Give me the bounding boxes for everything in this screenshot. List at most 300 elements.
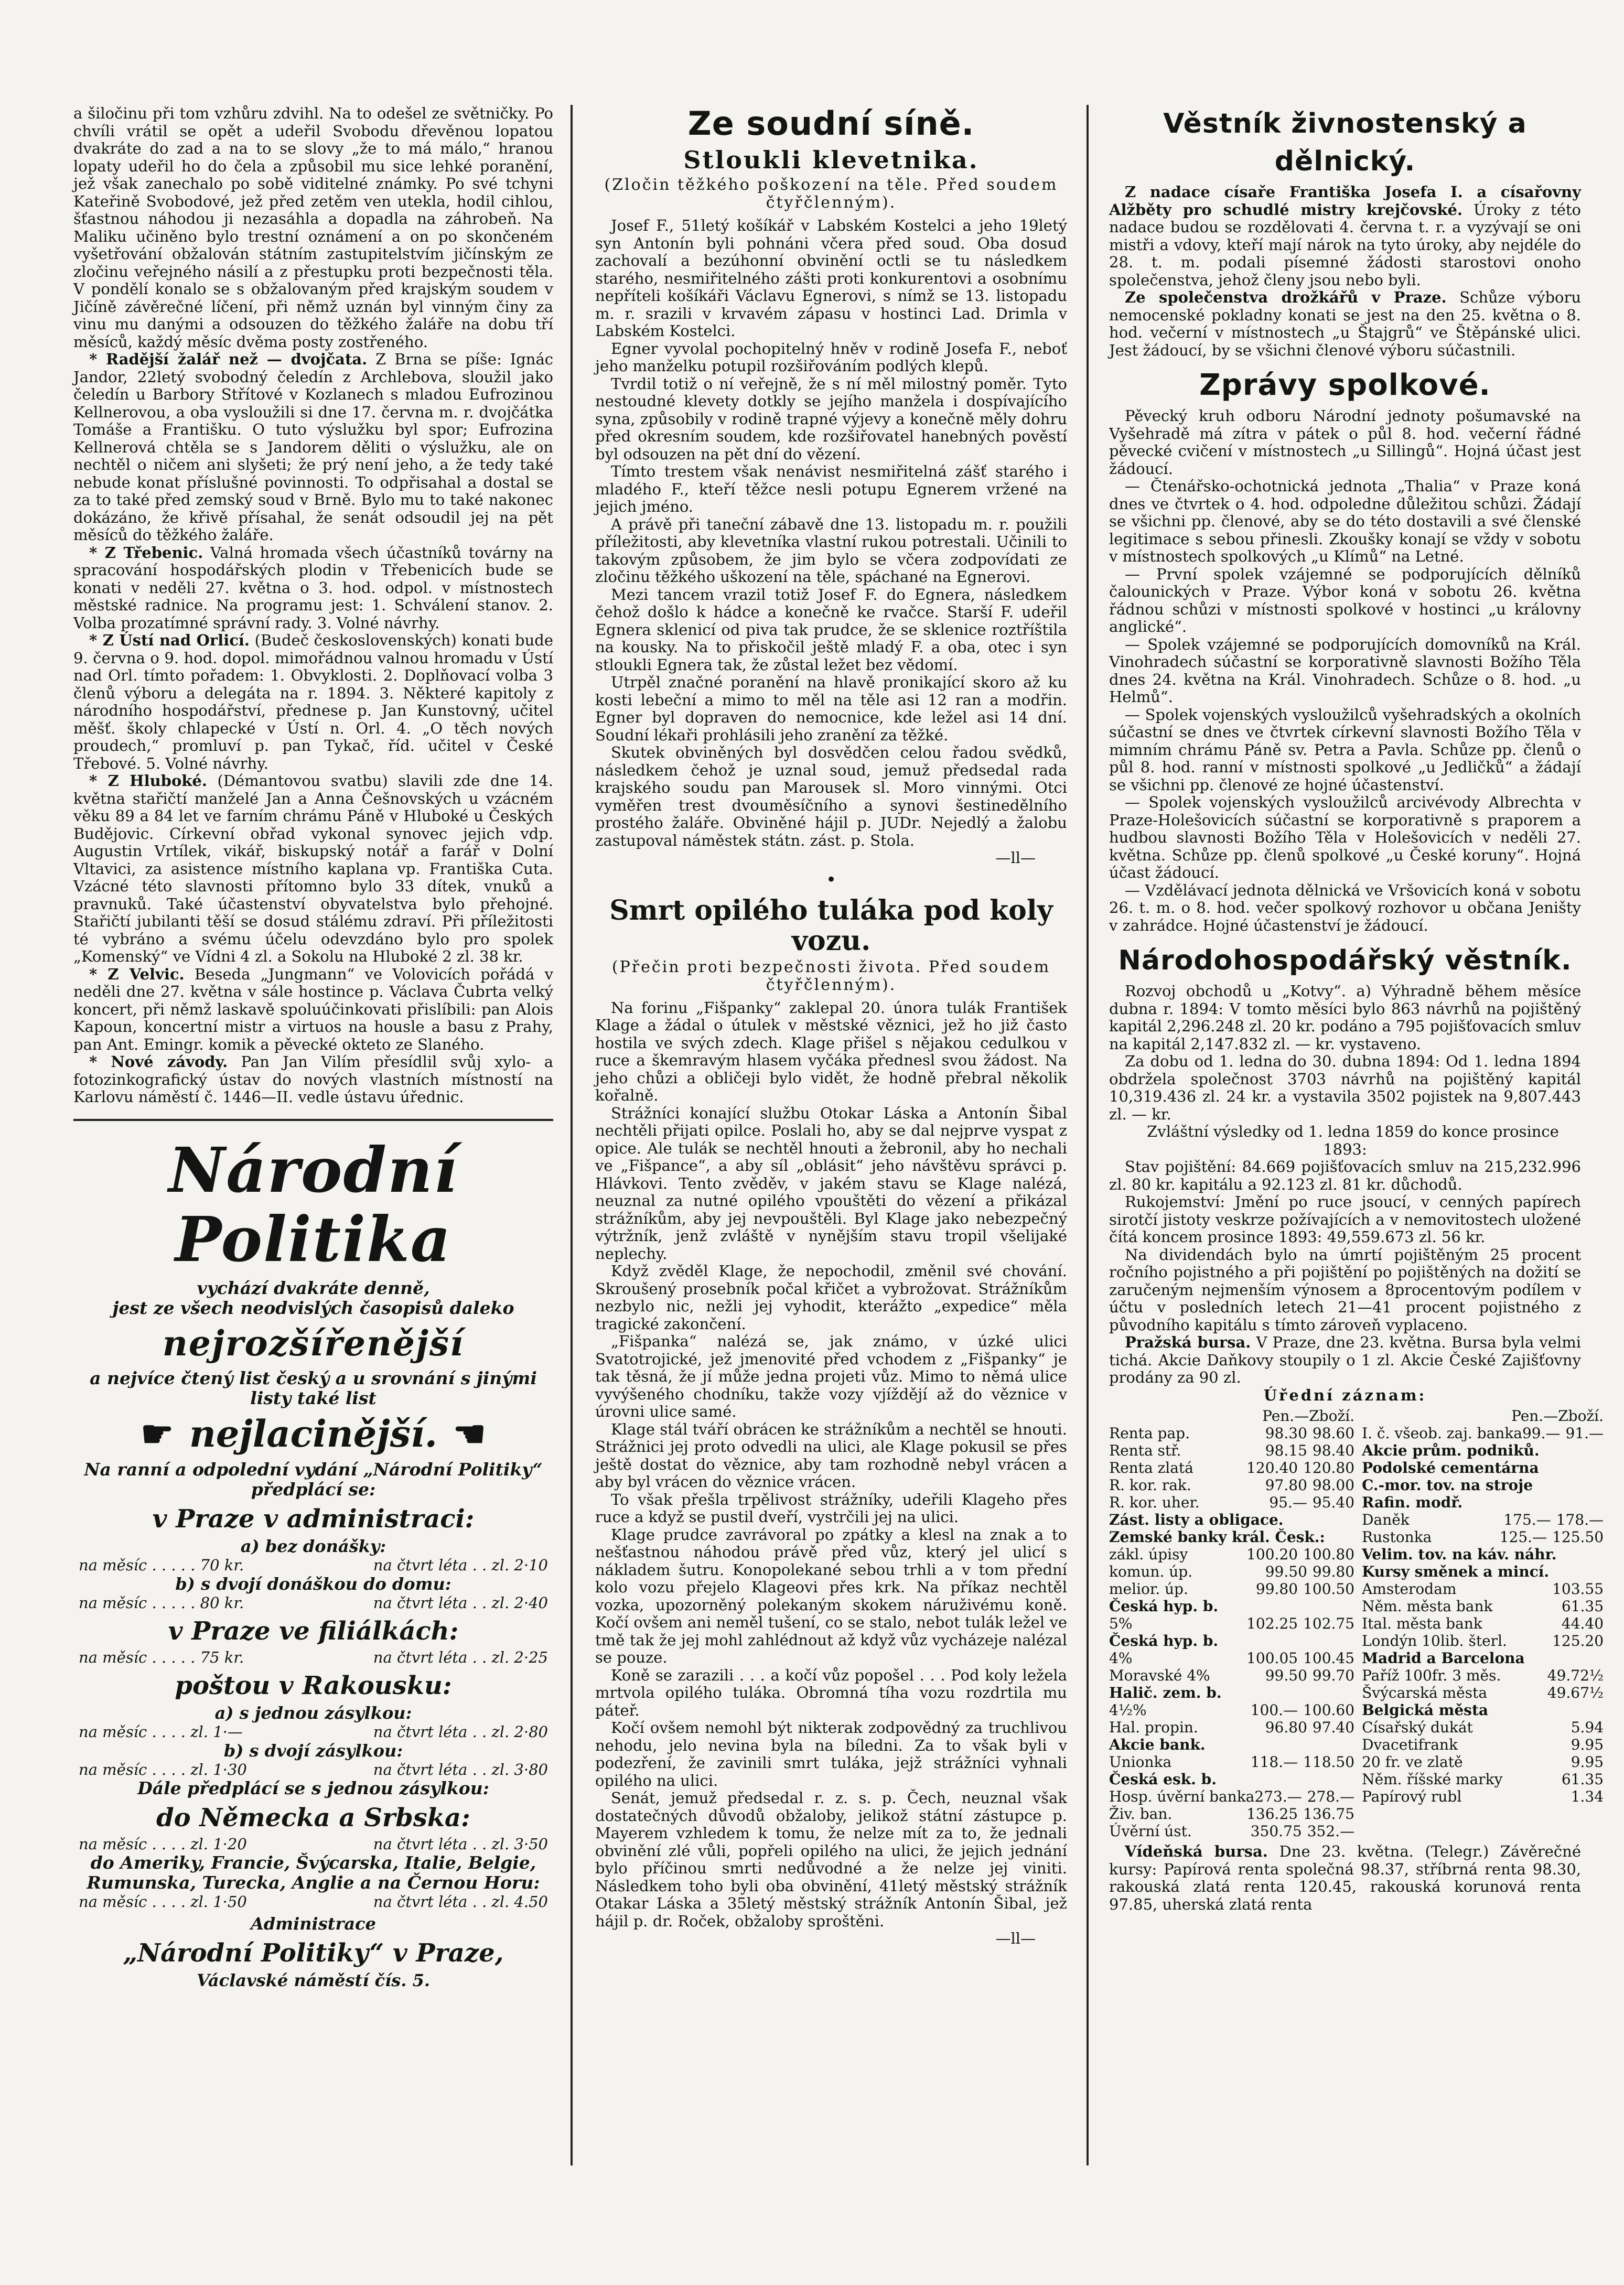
article-text: Tvrdil totiž o ní veřejně, že s ní měl milostný poměr. Tyto nestoudné klevety dotkly se jejího manžela i dospívajícího syna, způsobily v rodině trapné výjevy a konečně měly dohru před okresním soudem, kde rozšiřovatel hanebných pověstí byl odsouzen na pět dní do vězení. <box>595 374 1067 463</box>
article-text: — Spolek vojenských vysloužilců arcivévody Albrechta v Praze-Holešovicích súčastní se korporativně s praporem a hudbou slavnosti Božího Těla v Holešovicích v neděli 27. května. Schůze pp. členů spolkové „u České koruny“. Hojná účast žádoucí. <box>1109 793 1581 881</box>
article-text: Tímto trestem však nenávist nesmiřitelná zášť starého i mladého F., kteří těžce nesli potupu Egnerem vržené na jejich jméno. <box>595 462 1067 515</box>
price-month: na měsíc . . . . zl. 1·— <box>79 1722 243 1741</box>
price-quarter: na čtvrt léta . . zl. 3·80 <box>373 1760 548 1779</box>
article-text: Senát, jemuž předsedal r. z. s. p. Čech, neuznal však dostatečných důvodů obžaloby, jelikož státní zástupce p. Mayerem vzhledem k tomu, že nelze mít za to, že jednali obvinění zlé vůli, popřeli opilého na ulici, že jejich jednání bylo příčinou smrti nedůvodné a že nelze jej viniti. Následkem toho byli oba obvinění, 41letý městský strážník Otakar Láska a 35letý městský strážník Antonín Šibal, jež hájil p. dr. Roček, obžaloby sproštěni. <box>595 1789 1067 1930</box>
article-text: Skutek obviněných byl dosvědčen celou řadou svědků, následkem čehož je uznal soud, jemuž předsedal rada krajského soudu pan Marousek sl. Moro vinnými. Otci vyměřen trest dvouměsíčního a synovi šestinedělního prostého žaláře. Obviněné hájil p. JUDr. Nejedlý a žalobu zastupoval náměstek státn. zást. p. Stola. <box>595 743 1067 849</box>
price-quarter: na čtvrt léta . . zl. 2·10 <box>373 1556 548 1574</box>
article-text: Valná hromada všech účastníků továrny na spracování hospodářských plodin v Třebenicích bude se konati v neděli 27. května o 3. hod. odpol. v místnostech městské radnice. Na programu jest: 1. Schválení stanov. 2. Volba prozatímné správní rady. 3. Volné návrhy. <box>73 543 554 632</box>
row-label: Něm. města bank <box>1362 1598 1493 1615</box>
section-title: Národohospodářský věstník. <box>1118 945 1572 976</box>
price-money: 350.75 <box>1250 1823 1302 1840</box>
price-money: 102.25 <box>1246 1615 1298 1632</box>
price-money: 273.— <box>1254 1788 1302 1805</box>
ad-line: Dále předplácí se s jednou zásylkou: <box>137 1777 489 1798</box>
row-label: komun. úp. <box>1109 1563 1193 1580</box>
table-row <box>1109 1615 1354 1632</box>
row-values <box>1566 1736 1604 1753</box>
row-label: Rustonka <box>1362 1528 1432 1546</box>
row-label: Zemské banky král. Česk.: <box>1109 1528 1325 1546</box>
article-text: Z Brna se píše: Ignác Jandor, 22letý svobodný čeledín z Archlebova, sloužil jako čeledín u Barbory Střítové v Kozlanech s mladou Eufrozinou Kellnerovou, a oba vysloužili si dne 17. června m. r. dvojčátka Tomáše a Františku. O tuto výslužku byl spor; Eufrozina Kellnerová chtěla se s Jandorem děliti o výslužku, ale on nechtěl o ničem ani slyšeti; že prý není jeho, a že tedy také nebude konat příslušné povinnosti. To odpřisahal a dostal se za to také před zemský soud v Brně. Bylo mu to také nakonec dokázáno, že křivě přísahal, že senát odsoudil jej na pět měsíců do těžkého žaláře. <box>73 350 553 544</box>
article-text: Klage prudce zavrávoral po zpátky a klesl na znak a to nešťastnou náhodou právě před vůz, který jel ulicí s nákladem šutru. Konopolekané sebou trhli a v tom přední kolo vozu přejelo Klageovi přes krk. Na příkaz nechtěl vozka, upozorněný polekaným skokem náruživému koně. Kočí ovšem ani neměl tušení, co se stalo, nebot tulák ležel ve tmě tak že jej mohl zahlédnout až když vůz vycházeje nalézal se pouze. <box>595 1525 1067 1666</box>
table-header <box>1109 1407 1354 1425</box>
ad-line: vychází dvakráte denně, <box>197 1277 430 1298</box>
newspaper-page <box>63 104 1604 2165</box>
row-values <box>1246 1546 1354 1563</box>
row-label: Hosp. úvěrní banka <box>1109 1788 1255 1805</box>
price-money: 97.80 <box>1265 1476 1307 1494</box>
row-label: Česká hyp. b. <box>1109 1632 1219 1650</box>
price-goods: 100.60 <box>1303 1701 1355 1719</box>
price-month: na měsíc . . . . . 75 kr. <box>79 1648 244 1666</box>
article-title: Smrt opilého tuláka pod koly vozu. <box>609 894 1053 957</box>
price-goods: 100.50 <box>1303 1580 1355 1598</box>
price-goods: 102.75 <box>1303 1615 1355 1632</box>
pointing-hand-left-icon: ☚ <box>453 1411 486 1456</box>
row-label: C.-mor. tov. na stroje <box>1362 1476 1533 1494</box>
price-goods: 178.— <box>1556 1511 1604 1528</box>
ad-section-heading: v Praze ve filiálkách: <box>168 1616 459 1646</box>
price-money: 99.50 <box>1265 1667 1307 1684</box>
ad-line: jest ze všech neodvislých časopisů daleko <box>112 1297 514 1318</box>
row-values <box>1542 1684 1604 1701</box>
ad-price-row <box>73 1893 553 1911</box>
pointing-hand-right-icon: ☛ <box>141 1411 174 1456</box>
price-month: na měsíc . . . . zl. 1·20 <box>79 1835 247 1853</box>
article-text: Rozvoj obchodů u „Kotvy“. a) Výhradně během měsíce dubna r. 1894: V tomto měsíci bylo 863 návrhů na pojištěný kapitál 2,296.248 zl. 20 kr. podáno a 795 pojišťovacích smluv na kapitál 2,147.832 zl. — kr. vystaveno. <box>1109 982 1581 1053</box>
table-row <box>1109 1805 1354 1823</box>
article-heading: Ze společenstva drožkářů v Praze. <box>1125 288 1447 306</box>
row-values <box>1246 1805 1354 1823</box>
row-values <box>1246 1459 1354 1476</box>
price-money: 99.80 <box>1255 1580 1298 1598</box>
row-label: Belgická města <box>1362 1701 1489 1719</box>
price-goods: 118.50 <box>1303 1753 1355 1771</box>
table-row <box>1362 1425 1604 1442</box>
row-values <box>1566 1788 1604 1805</box>
row-values <box>1265 1425 1354 1442</box>
article-heading: Z nadace císaře Františka Josefa I. a císařovny Alžběty pro schudlé mistry krejčovské. <box>1109 183 1581 219</box>
article-text: — Spolek vzájemné se podporujících domovníků na Král. Vinohradech súčastní se korporativně slavnosti Božího Těla dnes 24. května na Král. Vinohradech. Schůze o 8. hod. „u Helmů“. <box>1109 635 1581 706</box>
article-text: Stav pojištění: 84.669 pojišťovacích smluv na 215,232.996 zl. 80 kr. kapitálu a 92.123 zl. 81 kr. důchodů. <box>1109 1158 1581 1193</box>
article-subtitle: (Přečin proti bezpečnosti života. Před soudem čtyřčlenným). <box>611 957 1051 994</box>
article-heading: * Z Třebenic. <box>89 543 203 562</box>
price-money: 99.50 <box>1265 1563 1307 1580</box>
price-goods: 125.50 <box>1552 1528 1604 1546</box>
row-values <box>1598 1546 1604 1563</box>
table-row <box>1109 1684 1354 1701</box>
column-local-news <box>73 105 553 2165</box>
table-row <box>1362 1511 1604 1528</box>
table-row <box>1109 1563 1354 1580</box>
row-values <box>1598 1563 1604 1580</box>
row-label: I. č. všeob. zaj. banka <box>1362 1425 1522 1442</box>
table-row <box>1362 1598 1604 1615</box>
row-label: Česká esk. b. <box>1109 1771 1217 1788</box>
article-text: Utrpěl značné poranění na hlavě pronikající skoro až ku kosti lebeční a mimo to měl na těle asi 12 ran a modřin. Egner byl dopraven do nemocnice, kde ležel asi 14 dní. Soudní lékaři prohlásili jeho zranění za těžké. <box>595 673 1067 744</box>
row-values <box>1265 1442 1354 1459</box>
row-label: R. kor. rak. <box>1109 1476 1191 1494</box>
article-text: a šiločinu při tom vzhůru zdvihl. Na to odešel ze světničky. Po chvíli vrátil se opět a udeřil Svobodu dřevěnou lopatou dvakráte do zad a na to se slovy „že to má málo,“ hranou lopaty udeřil ho do čela a způsobil mu sice lehké poranění, jež však zanechalo po sobě viditelné známky. Po své tchyni Kateřině Svobodové, jež před zetěm ven utekla, hodil cihlou, šťastnou náhodou ji nezasáhla a dopadla na záhrobeň. Na Maliku učiněno bylo trestní oznámení a on po skončeném vyšetřování obžalován státním zastupitelstvím jičínským ze zločinu veřejného násilí a z přestupku proti bezpečnosti těla. V pondělí konalo se s obžalovaným před krajským soudem v Jičíně závěrečné líčení, při němž uznán byl vinným činy za vinu mu danými a odsouzen do těžkého žaláře na dobu tří měsíců, každý měsíc dvěma posty zostřeného. <box>73 104 553 351</box>
table-row <box>1109 1494 1354 1511</box>
row-label: 20 fr. ve zlatě <box>1362 1753 1463 1771</box>
price-goods: 5.94 <box>1571 1719 1604 1736</box>
ad-section-heading: poštou v Rakousku: <box>175 1670 452 1700</box>
advertisement-narodni-politika <box>73 1119 553 1990</box>
article-text: Na forinu „Fišpanky“ zaklepal 20. února tulák František Klage a žádal o útulek v městské věznici, jež ho již často hostila ve svých zdech. Klage přišel s nějakou cedulkou v ruce a škemravým hlasem vyčáka přednesl svou žádost. Na jeho chůzi a obličeji bylo vidět, že hodně přebral několik kořalně. <box>595 998 1067 1104</box>
row-label: Londýn 10lib. šterl. <box>1362 1632 1507 1650</box>
price-goods: 1.34 <box>1571 1788 1604 1805</box>
column-header: Pen.—Zboží. <box>1511 1407 1604 1425</box>
table-row <box>1362 1719 1604 1736</box>
price-money: 175.— <box>1503 1511 1551 1528</box>
ad-highlight: nejrozšířenější <box>162 1322 465 1364</box>
table-row <box>1109 1546 1354 1563</box>
ad-administration-name: „Národní Politiky“ v Praze, <box>123 1938 504 1968</box>
table-row <box>1362 1528 1604 1546</box>
ad-price-row <box>73 1556 553 1574</box>
row-values <box>1566 1753 1604 1771</box>
row-label: Amsterodam <box>1362 1580 1457 1598</box>
article-text: Na dividendách bylo na úmrtí pojištěným 25 procent ročního pojistného a při pojištění po pojištěných na dožití se zaručeným nejmenším výnosem a 8procentovým podílem v účtu v posledních letech 21—41 procent pojistného z původního kapitálu s tímto zároveň vyplaceno. <box>1109 1245 1581 1334</box>
row-values <box>1503 1511 1604 1528</box>
article-text: „Fišpanka“ nalézá se, jak známo, v úzké ulici Svatotrojické, jež jmenovité před vchodem z „Fišpanky“ je tak těsná, že jí může jedna projeti vůz. Mimo to němá ulice vyvýšeného chodníku, takže vozy vjíždějí až do věznice v úrovni ulice samé. <box>595 1332 1067 1420</box>
ad-sub-label: a) s jednou zásylkou: <box>214 1702 412 1723</box>
section-title: Zprávy spolkové. <box>1199 368 1491 402</box>
article-text: — Spolek vojenských vysloužilců vyšehradských a okolních súčastní se dnes ve čtvrtek církevní slavnosti Božího Těla v mimním chrámu Páně sv. Petra a Pavla. Schůze pp. členů o půl 8. hod. ranní v místnosti spolkové „u Jedličků“ a žádají se všichni pp. členové ze hojné účastenství. <box>1109 705 1581 794</box>
row-values <box>1349 1632 1354 1650</box>
table-row <box>1362 1494 1604 1511</box>
article-text: Strážníci konající službu Otokar Láska a Antonín Šibal nechtěli přijati opilce. Poslali ho, aby se dal nejprve vyspat z opice. Ale tulák se nechtěl hnouti a žebronil, aby ho nechali ve „Fišpance“, a aby síl „oblásit“ jeho návštěvu správci p. Hlávkovi. Tento zvěděv, v jakém stavu se Klage nalézá, neuznal za nutné opilého vpouštěti do vězení a přikázal strážníkům, aby jej nevpouštěli. Byl Klage jako nebezpečný výtržník, jenž zvláště v nynějším stavu tropil všelijaké neplechy. <box>595 1104 1067 1263</box>
row-label: Papírový rubl <box>1362 1788 1462 1805</box>
table-row <box>1109 1667 1354 1684</box>
row-values <box>1598 1459 1604 1476</box>
article-text: Zvláštní výsledky od 1. ledna 1859 do konce prosince 1893: <box>1147 1123 1559 1158</box>
exchange-table <box>1109 1407 1604 1840</box>
article-text: Beseda „Jungmann“ ve Volovicích pořádá v neděli dne 27. května v sále hostince p. Václava Čubrta velký koncert, při němž laskavě spoluúčinkovati přislíbili: pan Alois Kapoun, koncertní mistr a virtuos na housle a basu z Prahy, pan Ant. Emingr. komik a pěvecké okteto ze Slaného. <box>73 965 553 1053</box>
table-row <box>1109 1788 1354 1805</box>
article-heading: * Z Ústí nad Orlicí. <box>89 631 250 649</box>
ad-line: do Ameriky, Francie, Švýcarska, Italie, Belgie, Rumunska, Turecka, Anglie a na Černou Horu: <box>87 1852 540 1893</box>
article-heading: * Z Hluboké. <box>89 772 207 790</box>
article-text: Egner vyvolal pochopitelný hněv v rodině Josefa F., neboť jeho manželku potupil rozšiřováním podlých klepů. <box>595 339 1067 375</box>
row-values <box>1254 1788 1354 1805</box>
table-row <box>1362 1788 1604 1805</box>
row-values <box>1566 1719 1604 1736</box>
article-text: To však přešla trpělivost strážníky, udeřili Klageho přes ruce a když se pustil dveří, vystrčili jej na ulici. <box>595 1490 1067 1526</box>
article-text: Pan Jan Vilím přesídlil svůj xylo- a fotozinkografický ústav do nových vlastních místností na Karlovu náměstí č. 1446—II. vedle ústavu úřednic. <box>73 1053 554 1106</box>
row-label: melior. úp. <box>1109 1580 1188 1598</box>
article-title: Stloukli klevetnika. <box>683 146 979 174</box>
row-values <box>1349 1684 1354 1701</box>
row-values <box>1500 1528 1604 1546</box>
table-row <box>1109 1580 1354 1598</box>
price-money: 120.40 <box>1246 1459 1298 1476</box>
row-label: 4½% <box>1109 1701 1147 1719</box>
price-quarter: na čtvrt léta . . zl. 4.50 <box>373 1892 548 1911</box>
section-title: Ze soudní síně. <box>687 104 975 143</box>
row-label: Renta stř. <box>1109 1442 1181 1459</box>
row-label: Akcie prům. podniků. <box>1362 1442 1540 1459</box>
price-goods: 9.95 <box>1571 1753 1604 1771</box>
price-money: 98.30 <box>1265 1425 1307 1442</box>
price-goods: 103.55 <box>1552 1580 1604 1598</box>
price-money: 99.— <box>1522 1425 1561 1442</box>
row-values <box>1556 1598 1604 1615</box>
table-row <box>1109 1753 1354 1771</box>
table-row <box>1362 1667 1604 1684</box>
row-label: Živ. ban. <box>1109 1805 1173 1823</box>
column-header: Pen.—Zboží. <box>1262 1407 1355 1425</box>
price-money: 98.15 <box>1265 1442 1307 1459</box>
table-row <box>1109 1736 1354 1753</box>
row-values <box>1246 1650 1354 1667</box>
price-money: 136.25 <box>1246 1805 1298 1823</box>
article-text: Schůze výboru nemocenské pokladny konati se jest na den 25. května o 8. hod. večerní v místnostech „u Štajgrů“ ve Štěpánské ulici. Jest žádoucí, by se všichni členové výboru súčastnili. <box>1109 288 1582 359</box>
price-quarter: na čtvrt léta . . zl. 2·25 <box>373 1648 548 1666</box>
price-goods: 98.40 <box>1312 1442 1355 1459</box>
price-goods: 9.95 <box>1571 1736 1604 1753</box>
row-values <box>1598 1650 1604 1667</box>
price-goods: 278.— <box>1307 1788 1355 1805</box>
price-money: 125.— <box>1499 1528 1547 1546</box>
column-rule <box>571 105 573 2165</box>
row-label: Kursy směnek a mincí. <box>1362 1563 1550 1580</box>
article-end-mark: —ll— <box>995 1930 1036 1947</box>
row-label: Podolské cementárna <box>1362 1459 1539 1476</box>
ad-section-heading: do Německa a Srbska: <box>156 1803 470 1833</box>
table-row <box>1362 1563 1604 1580</box>
price-goods: 98.00 <box>1312 1476 1355 1494</box>
row-label: Halič. zem. b. <box>1109 1684 1222 1701</box>
table-row <box>1362 1580 1604 1598</box>
row-label: Madrid a Barcelona <box>1362 1650 1525 1667</box>
table-row <box>1109 1476 1354 1494</box>
table-row <box>1362 1684 1604 1701</box>
article-text: (Budeč československých) konati bude 9. června o 9. hod. dopol. mimořádnou valnou hromadu v Ústí nad Orl. tímto pořadem: 1. Obvyklosti. 2. Doplňovací volba 3 členů výboru a delegáta na r. 1894. 3. Některé kapitoly z národního hospodářství, přednese p. Jan Kunstovný, učitel měšť. školy chlapecké v Ústí n. Orl. 4. „O těch nových proudech,“ promluví p. pan Tykač, říd. učitel v České Třebové. 5. Volné návrhy. <box>73 631 553 772</box>
row-label: Úvěrní úst. <box>1109 1823 1192 1840</box>
column-court <box>595 105 1067 2165</box>
row-label: Něm. říšské marky <box>1362 1771 1503 1788</box>
row-values <box>1269 1494 1354 1511</box>
row-label: Velim. tov. na káv. náhr. <box>1362 1546 1557 1563</box>
table-row <box>1362 1546 1604 1563</box>
price-goods: 97.40 <box>1312 1719 1355 1736</box>
article-heading: Vídeňská bursa. <box>1125 1842 1268 1860</box>
price-quarter: na čtvrt léta . . zl. 2·40 <box>373 1593 548 1612</box>
price-goods: 61.35 <box>1561 1771 1604 1788</box>
ad-sub-label: b) s dvojí zásylkou: <box>223 1740 403 1761</box>
ad-price-row <box>73 1835 553 1853</box>
ad-line: Na ranní a odpolední vydání „Národní Politiky“ předplácí se: <box>84 1459 543 1500</box>
table-row <box>1362 1753 1604 1771</box>
price-goods: 99.70 <box>1312 1667 1355 1684</box>
table-row <box>1362 1736 1604 1753</box>
article-heading: * Radější žalář než — dvojčata. <box>89 350 368 368</box>
row-label: Rafin. modř. <box>1362 1494 1463 1511</box>
article-text: Koně se zarazili . . . a kočí vůz popošel . . . Pod koly ležela mrtvola opilého tuláka. Obromná tíha vozu rozdrtila mu páteř. <box>595 1666 1067 1719</box>
article-text: V Praze, dne 23. května. Bursa byla velmi tichá. Akcie Daňkovy stoupily o 1 zl. Akcie České Zajišťovny prodány za 90 zl. <box>1109 1333 1582 1386</box>
ad-section-heading: v Praze v administraci: <box>152 1504 475 1534</box>
row-values <box>1349 1528 1354 1546</box>
row-label: Švýcarská města <box>1362 1684 1488 1701</box>
row-values <box>1598 1476 1604 1494</box>
row-values <box>1556 1615 1604 1632</box>
table-row <box>1362 1459 1604 1476</box>
ad-line: a nejvíce čtený list český a u srovnání s jinými listy také list <box>90 1367 537 1408</box>
exchange-table-right <box>1362 1407 1604 1840</box>
table-row <box>1109 1598 1354 1615</box>
ad-price-row <box>73 1648 553 1666</box>
row-label: Akcie bank. <box>1109 1736 1206 1753</box>
ad-title: Národní Politika <box>168 1133 458 1276</box>
price-month: na měsíc . . . . zl. 1·50 <box>79 1892 247 1911</box>
table-row <box>1109 1719 1354 1736</box>
row-values <box>1556 1771 1604 1788</box>
ad-cheapest-text: nejlacinější. <box>189 1411 438 1456</box>
row-values <box>1256 1580 1354 1598</box>
article-text: — Vzdělávací jednota dělnická ve Vršovicích koná v sobotu 26. t. m. o 8. hod. večer spolkový rozhovor u občana Jeništy v zahrádce. Hojné účastenství je žádoucí. <box>1109 881 1581 934</box>
row-values <box>1265 1563 1354 1580</box>
price-money: 95.— <box>1269 1494 1307 1511</box>
row-values <box>1598 1494 1604 1511</box>
article-text: Mezi tancem vrazil totiž Josef F. do Egnera, následkem čehož došlo k hádce a konečně ke rvačce. Starší F. udeřil Egnera sklenicí od piva tak prudce, že se sklenice roztříštila na kousky. Na to přiskočil ještě mladý F. a oba, otec i syn stloukli Egnera tak, že zůstal ležet bez vědomí. <box>595 585 1067 674</box>
table-row <box>1362 1476 1604 1494</box>
section-title: Věstník živnostenský a dělnický. <box>1163 108 1527 177</box>
table-row <box>1109 1425 1354 1442</box>
table-row <box>1362 1771 1604 1788</box>
price-goods: 44.40 <box>1561 1615 1604 1632</box>
article-text: Kočí ovšem nemohl být nikterak zodpovědný za truchlivou nehodu, jelo nevina byla na bíledni. Za to však byli v podezření, že zavinili smrt tuláka, jejž strážníci vyhnali opilého na ulici. <box>595 1719 1067 1790</box>
table-row <box>1362 1442 1604 1459</box>
row-label: Hal. propin. <box>1109 1719 1198 1736</box>
ad-cheapest <box>73 1411 553 1457</box>
row-label: R. kor. uher. <box>1109 1494 1200 1511</box>
row-values <box>1547 1580 1604 1598</box>
price-month: na měsíc . . . . . 70 kr. <box>79 1556 244 1574</box>
price-money: 100.— <box>1250 1701 1298 1719</box>
article-text: Josef F., 51letý košíkář v Labském Kostelci a jeho 19letý syn Antonín byli pohnáni včera před soud. Oba dosud zachovalí a bezúhonní obvinění octli se tu následkem starého, nesmiřitelného zášti proti konkurentovi a osobnímu nepříteli košíkáři Václavu Egnerovi, s nímž se 13. listopadu m. r. srazili v krvavém zápasu v hostinci Lad. Drimla v Labském Kostelci. <box>595 217 1067 340</box>
row-label: Zást. listy a obligace. <box>1109 1511 1284 1528</box>
price-goods: 91.— <box>1565 1425 1604 1442</box>
row-label: Císařský dukát <box>1362 1719 1473 1736</box>
price-goods: 95.40 <box>1312 1494 1355 1511</box>
article-text: (Démantovou svatbu) slavili zde dne 14. května stařičtí manželé Jan a Anna Češnovských u vzácném věku 89 a 84 let ve farním chrámu Páně v Hluboké u Českých Budějovic. Církevní obřad vykonal synovec jejich vdp. Augustin Vrtílek, vikář, biskupský notář a farář v Dolní Vltavici, za asistence místního kaplana vp. Františka Cuta. Vzácné této slavnosti přítomno bylo 33 dítek, vnuků a pravnuků. Také účastenství obyvatelstva bylo přehojné. Stařičtí jubilanti těší se dosud stálému zdraví. Při příležitosti té vybráno a svému účelu odevzdáno bylo pro spolek „Komenský“ ve Vídni 4 zl. a Sokolu na Hluboké 2 zl. 38 kr. <box>73 772 553 965</box>
row-values <box>1349 1771 1354 1788</box>
table-row <box>1109 1511 1354 1528</box>
row-values <box>1522 1425 1604 1442</box>
price-quarter: na čtvrt léta . . zl. 3·50 <box>373 1835 548 1853</box>
article-text: A právě při taneční zábavě dne 13. listopadu m. r. použili příležitosti, aby klevetníka vlastní rukou potrestali. Učinili to takovým způsobem, že jim bylo se včera zodpovídati ze zločinu těžkého uškození na těle, spáchané na Egnerovi. <box>595 515 1067 586</box>
article-text: Klage stál tváří obrácen ke strážníkům a nechtěl se hnouti. Strážnici jej proto odvedli na ulici, ale Klage pokusil se přes ještě dostat do věznice, aby tam rozhodně nebyl vrácen a aby byl vrácen do věznice vrácen. <box>595 1420 1067 1491</box>
article-text: Úroky z této nadace budou se rozdělovati 4. června t. r. a vyzývají se oni mistři a vdovy, kteří mají nárok na tyto úroky, aby nejdéle do 28. t. m. podali písemné žádosti starostovi onoho společenstva, jehož členy jsou nebo byli. <box>1109 200 1581 289</box>
article-text: Rukojemství: Jmění po ruce jsoucí, v cenných papírech sirotčí jistoty veskrze požívajících a v nemovitostech uložené čítá koncem prosince 1893: 49,559.673 zl. 56 kr. <box>1109 1193 1581 1246</box>
price-money: 100.05 <box>1246 1650 1298 1667</box>
row-label: Renta pap. <box>1109 1425 1190 1442</box>
price-money: 96.80 <box>1265 1719 1307 1736</box>
article-text: — Čtenářsko-ochotnická jednota „Thalia“ v Praze koná dnes ve čtvrtek o 4. hod. odpoledne důležitou schůzi. Žádají se všichni pp. členové, aby se do této dostavili a své členské legitimace s sebou přinesli. Zkoušky konají se vždy v sobotu v místnostech spolkových „u Klímů“ na Letné. <box>1109 477 1581 565</box>
article-subtitle: (Zločin těžkého poškození na těle. Před soudem čtyřčlenným). <box>604 176 1058 212</box>
table-row <box>1362 1615 1604 1632</box>
table-caption: Úřední záznam: <box>1263 1386 1427 1404</box>
article-text: Za dobu od 1. ledna do 30. dubna 1894: Od 1. ledna 1894 obdržela společnost 3703 návrhů na pojištěný kapitál 10,319.436 zl. 24 kr. a vystavila 3502 pojistek na 9,807.443 zl. — kr. <box>1109 1052 1581 1123</box>
row-values <box>1246 1615 1354 1632</box>
article-end-mark: —ll— <box>995 849 1036 867</box>
price-goods: 136.75 <box>1303 1805 1355 1823</box>
price-goods: 125.20 <box>1552 1632 1604 1650</box>
table-row <box>1109 1823 1354 1840</box>
ad-address: Václavské náměstí čís. 5. <box>197 1970 430 1990</box>
row-label: 4% <box>1109 1650 1133 1667</box>
ad-price-row <box>73 1723 553 1741</box>
price-month: na měsíc . . . . zl. 1·30 <box>79 1760 247 1779</box>
article-text: Dne 23. května. (Telegr.) Závěrečné kursy: Papírová renta společná 98.37, stříbrná renta 98.30, rakouská zlatá renta 120.45, rakouská korunová renta 97.85, uherská zlatá renta <box>1109 1842 1581 1913</box>
row-values <box>1251 1701 1354 1719</box>
table-header <box>1362 1407 1604 1425</box>
row-label: Ital. města bank <box>1362 1615 1482 1632</box>
row-label: Dvacetifrank <box>1362 1736 1458 1753</box>
row-values <box>1598 1442 1604 1459</box>
price-month: na měsíc . . . . . 80 kr. <box>79 1593 244 1612</box>
separator: • <box>825 869 837 890</box>
row-label: Česká hyp. b. <box>1109 1598 1219 1615</box>
exchange-table-left <box>1109 1407 1354 1840</box>
table-row <box>1362 1632 1604 1650</box>
table-row <box>1109 1459 1354 1476</box>
row-label: Unionka <box>1109 1753 1172 1771</box>
price-goods: 100.45 <box>1303 1650 1355 1667</box>
table-row <box>1109 1771 1354 1788</box>
article-text: Pěvecký kruh odboru Národní jednoty pošumavské na Vyšehradě má zítra v pátek o půl 8. hod. večerní řádné pěvecké cvičení v místnostech „u Sillingů“. Hojná účast jest žádoucí. <box>1109 407 1581 478</box>
article-text: Když zvěděl Klage, že nepochodil, změnil své chování. Skroušený prosebník počal křičet a vybrožovat. Strážníkům nezbylo nic, nežli jej vyhodit, kterážto „expedice“ měla tragické zakončení. <box>595 1262 1067 1333</box>
row-values <box>1349 1736 1354 1753</box>
row-label: Renta zlatá <box>1109 1459 1193 1476</box>
column-trade-news <box>1109 105 1604 2165</box>
price-money: 100.20 <box>1246 1546 1298 1563</box>
row-values <box>1598 1701 1604 1719</box>
table-row <box>1109 1442 1354 1459</box>
ad-sub-label: a) bez donášky: <box>240 1536 386 1556</box>
row-values <box>1265 1667 1354 1684</box>
article-heading: Pražská bursa. <box>1125 1333 1251 1351</box>
ad-administration: Administrace <box>251 1913 376 1934</box>
row-values <box>1265 1476 1354 1494</box>
price-goods: 49.72½ <box>1547 1667 1604 1684</box>
row-values <box>1349 1511 1354 1528</box>
row-values <box>1251 1823 1354 1840</box>
row-values <box>1547 1632 1604 1650</box>
row-values <box>1265 1719 1354 1736</box>
article-heading: * Nové závody. <box>89 1053 228 1071</box>
price-goods: 100.80 <box>1303 1546 1355 1563</box>
price-goods: 99.80 <box>1312 1563 1355 1580</box>
price-goods: 98.60 <box>1312 1425 1355 1442</box>
article-text: — První spolek vzájemné se podporujících dělníků čalounických v Praze. Výbor koná v sobotu 26. května řádnou schůzi v místnosti spolkové v hostinci „u královny anglické“. <box>1109 565 1581 635</box>
row-label: zákl. úpisy <box>1109 1546 1188 1563</box>
price-goods: 61.35 <box>1561 1598 1604 1615</box>
table-row <box>1109 1701 1354 1719</box>
table-row <box>1109 1528 1354 1546</box>
row-label: Daněk <box>1362 1511 1410 1528</box>
column-rule <box>1087 105 1089 2165</box>
row-values <box>1349 1598 1354 1615</box>
table-row <box>1109 1650 1354 1667</box>
table-row <box>1109 1632 1354 1650</box>
table-row <box>1362 1701 1604 1719</box>
article-heading: * Z Velvic. <box>89 965 185 983</box>
row-values <box>1542 1667 1604 1684</box>
ad-price-row <box>73 1761 553 1779</box>
row-label: Paříž 100fr. 3 měs. <box>1362 1667 1501 1684</box>
